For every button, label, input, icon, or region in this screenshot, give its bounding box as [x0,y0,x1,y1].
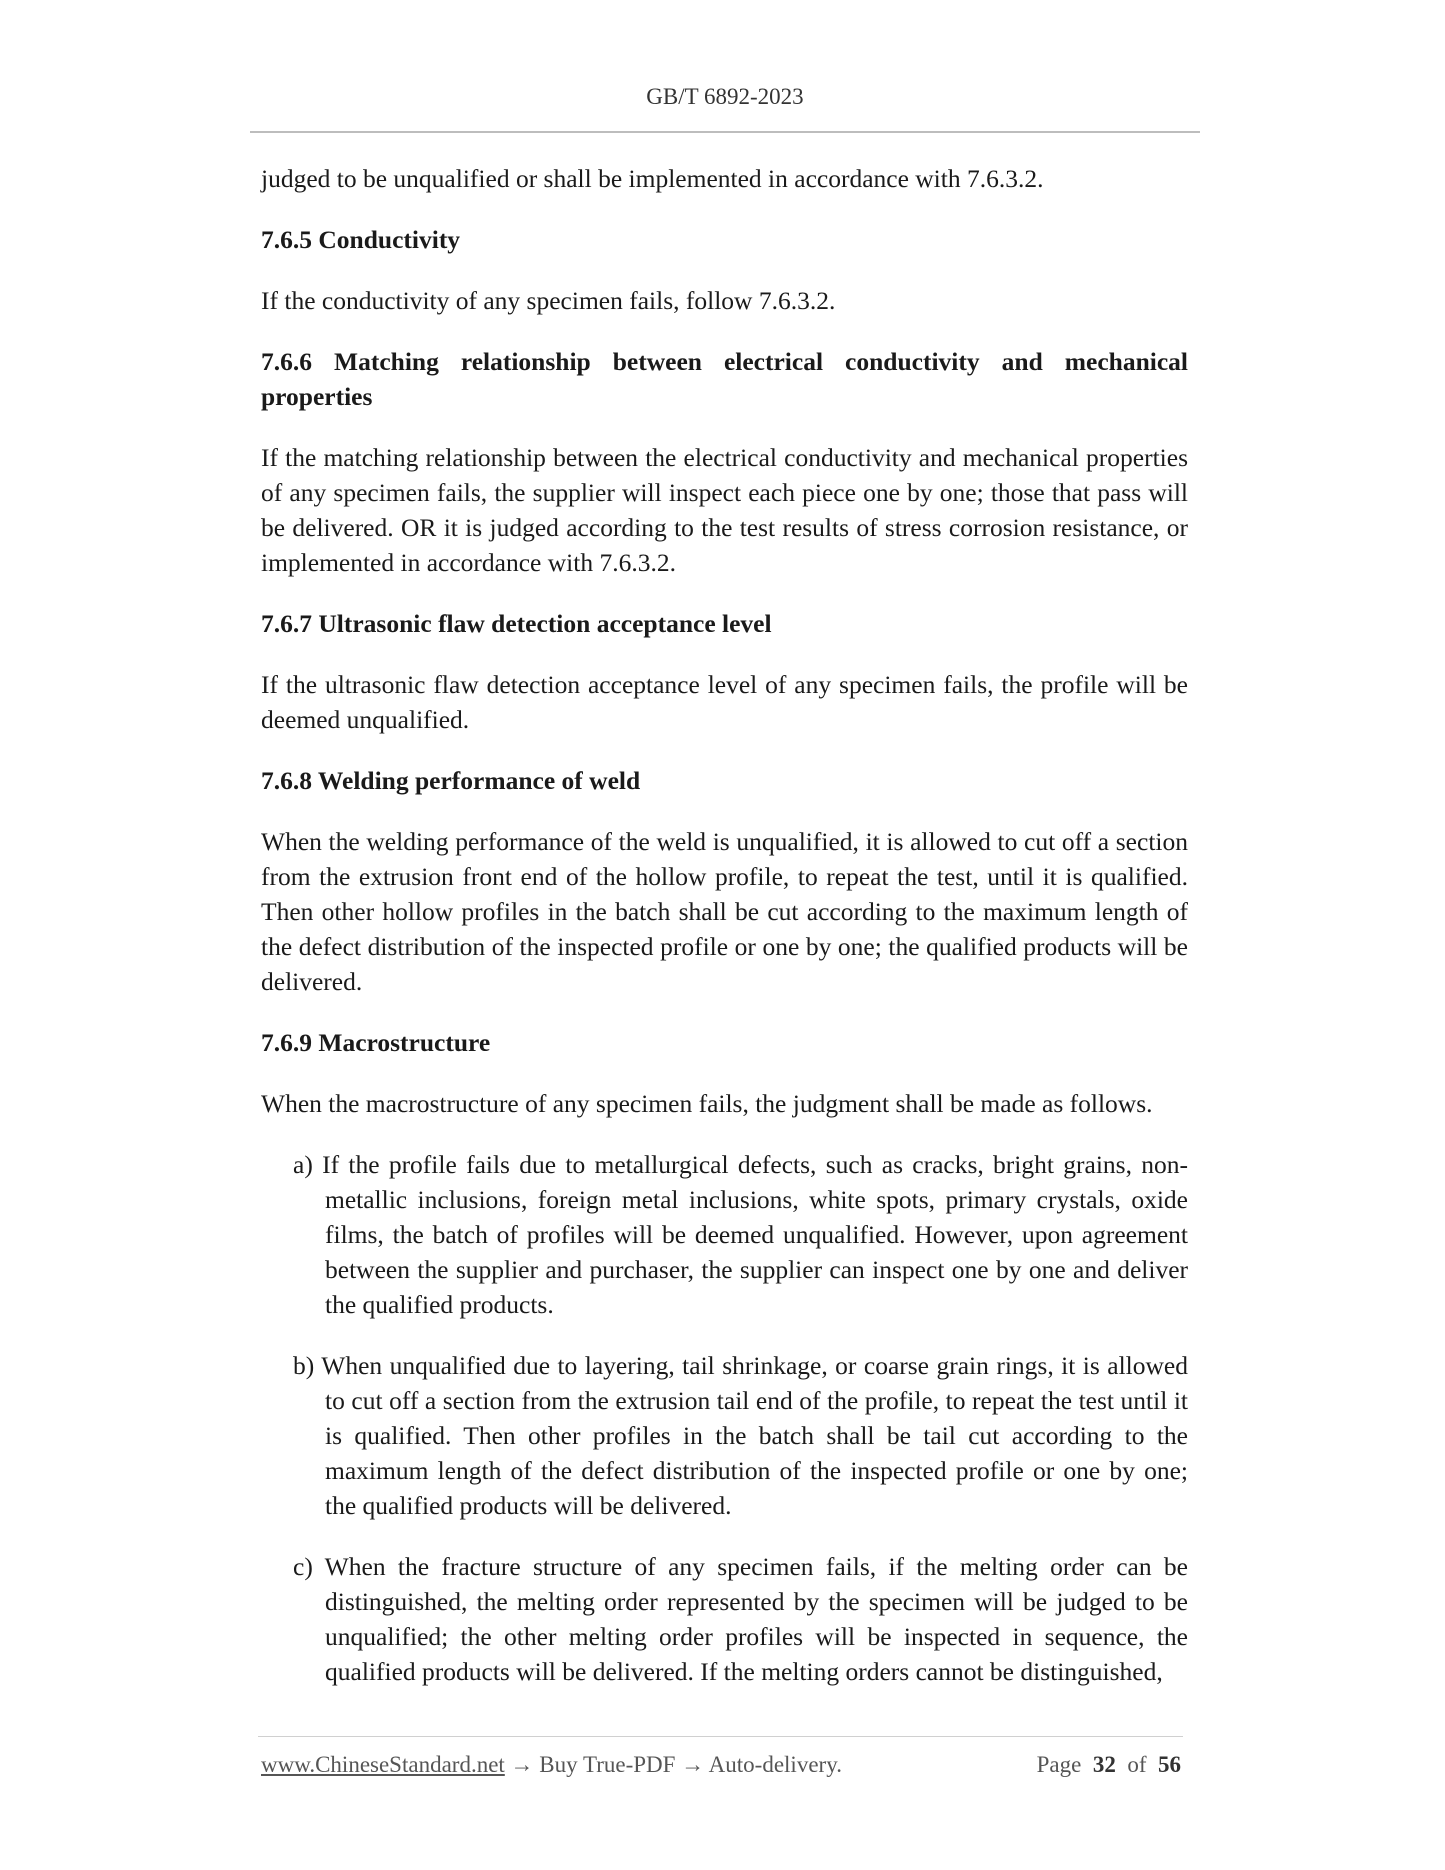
list-item-c: c) When the fracture structure of any specimen fails, if the melting order can be distinguished, the melting order represented by the specimen will be judged to be unqualified; the other melting order profiles will be inspected in sequence, the qualified products will be delivered. If the melting orders cannot be distinguished, [293,1552,1188,1686]
document-header: GB/T 6892-2023 [646,84,804,109]
page-number: 32 [1092,1752,1116,1777]
paragraph: If the matching relationship between the electrical conductivity and mechanical properties of any specimen fails, the supplier will inspect each piece one by one; those that pass will be delivered. OR it is judged according to the test results of stress corrosion resistance, or implemented in accordance with 7.6.3.2. [261,443,1188,577]
list-item-a: a) If the profile fails due to metallurgical defects, such as cracks, bright grains, non-metallic inclusions, foreign metal inclusions, white spots, primary crystals, oxide films, the batch of profiles will be deemed unqualified. However, upon agreement between the supplier and purchaser, the supplier can inspect one by one and deliver the qualified products. [293,1150,1188,1319]
footer-left [261,1752,842,1778]
delivery-text: Auto-delivery. [708,1752,842,1777]
section-heading-7-6-9: 7.6.9 Macrostructure [261,1028,491,1057]
buy-text: Buy True-PDF [539,1752,676,1777]
paragraph: If the conductivity of any specimen fails, follow 7.6.3.2. [261,286,836,315]
page-content [261,161,1188,1715]
paragraph: judged to be unqualified or shall be implemented in accordance with 7.6.3.2. [261,164,1044,193]
list-item-b: b) When unqualified due to layering, tail shrinkage, or coarse grain rings, it is allowed to cut off a section from the extrusion tail end of the profile, to repeat the test until it is qualified. Then other profiles in the batch shall be tail cut according to the maximum length of the defect distribution of the inspected profile or one by one; the qualified products will be delivered. [293,1351,1188,1520]
arrow-icon: → [510,1752,534,1777]
footer-divider [258,1736,1183,1737]
of-word: of [1127,1752,1147,1777]
section-heading-7-6-6: 7.6.6 Matching relationship between electrical conductivity and mechanical properties [261,347,1188,411]
header-divider [250,131,1200,133]
paragraph: If the ultrasonic flaw detection acceptance level of any specimen fails, the profile will be deemed unqualified. [261,670,1188,734]
arrow-icon: → [681,1752,705,1777]
page-indicator [1037,1752,1181,1778]
section-heading-7-6-8: 7.6.8 Welding performance of weld [261,766,641,795]
page-word: Page [1036,1752,1082,1777]
section-heading-7-6-5: 7.6.5 Conductivity [261,225,461,254]
paragraph: When the welding performance of the weld is unqualified, it is allowed to cut off a section from the extrusion front end of the hollow profile, to repeat the test, until it is qualified. Then other hollow profiles in the batch shall be cut according to the maximum length of the defect distribution of the inspected profile or one by one; the qualified products will be delivered. [261,827,1188,996]
page-total: 56 [1158,1752,1181,1777]
website-link[interactable]: www.ChineseStandard.net [261,1752,505,1777]
section-heading-7-6-7: 7.6.7 Ultrasonic flaw detection acceptance level [261,609,772,638]
paragraph: When the macrostructure of any specimen fails, the judgment shall be made as follows. [261,1089,1153,1118]
